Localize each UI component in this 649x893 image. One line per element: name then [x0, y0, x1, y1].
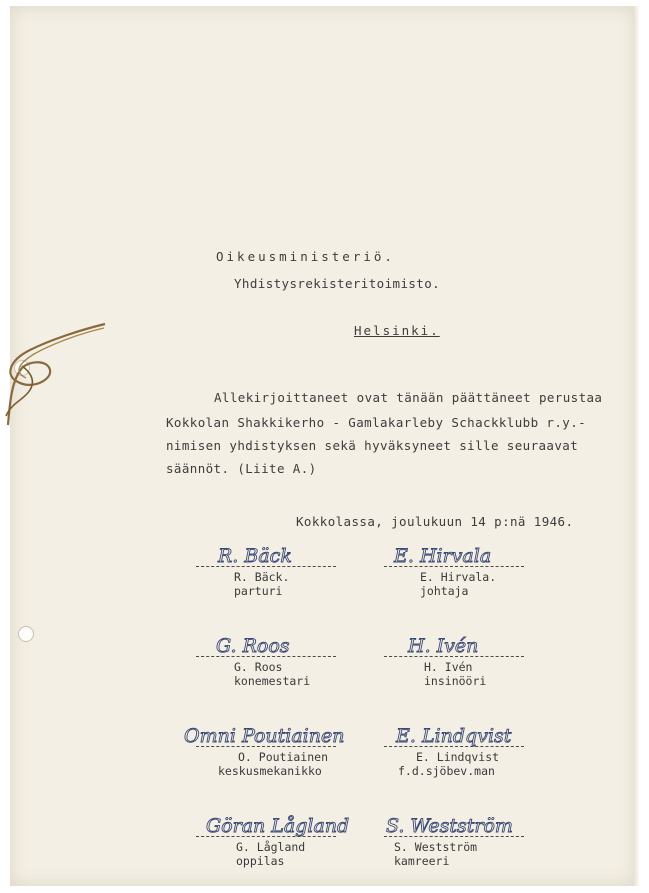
signature-poutiainen [180, 720, 380, 754]
signatory-name: S. Westström [394, 840, 478, 854]
signature-weststrom [384, 810, 584, 844]
signatory-name: G. Lågland [236, 840, 306, 854]
signatory-role: insinööri [424, 674, 487, 688]
signature-iven [384, 630, 584, 664]
body-line-4: säännöt. (Liite A.) [166, 461, 317, 476]
signatory-name: E. Lindqvist [416, 750, 500, 764]
svg-text:S. Westström: S. Westström [386, 815, 513, 837]
signature-hirvala [384, 540, 584, 574]
signatory-name: R. Bäck. [234, 570, 290, 584]
signature-lagland [196, 810, 396, 844]
signatory-role: parturi [234, 584, 283, 598]
svg-text:R. Bäck: R. Bäck [218, 545, 292, 567]
svg-text:G. Roos: G. Roos [216, 635, 290, 657]
svg-text:Omni Poutiainen: Omni Poutiainen [184, 725, 345, 747]
signature-back [196, 540, 396, 574]
body-line-3: nimisen yhdistyksen sekä hyväksyneet sille seuraavat [166, 438, 579, 453]
signatory-role: oppilas [236, 854, 285, 868]
signatory-name: G. Roos [234, 660, 283, 674]
binding-hole-bottom [18, 626, 34, 642]
recipient-ministry: Oikeusministeriö. [216, 249, 395, 264]
svg-text:Göran Lågland: Göran Lågland [206, 815, 350, 837]
svg-text:H. Ivén: H. Ivén [408, 635, 479, 657]
signatory-name: E. Hirvala. [420, 570, 497, 584]
signatory-role: keskusmekanikko [218, 764, 322, 778]
recipient-office: Yhdistysrekisteritoimisto. [234, 276, 441, 291]
body-line-2: Kokkolan Shakkikerho - Gamlakarleby Schackklubb r.y.- [166, 415, 587, 430]
signatory-name: O. Poutiainen [238, 750, 329, 764]
signatory-role: f.d.sjöbev.man [398, 764, 495, 778]
binding-string [0, 320, 120, 430]
signatory-role: johtaja [420, 584, 469, 598]
svg-text:E. Lindqvist: E. Lindqvist [396, 725, 512, 747]
recipient-city: Helsinki. [354, 323, 440, 338]
body-line-1: Allekirjoittaneet ovat tänään päättäneet perustaa [214, 390, 603, 405]
signature-roos [196, 630, 396, 664]
signatory-name: H. Ivén [424, 660, 473, 674]
signatory-role: kamreeri [394, 854, 450, 868]
signatory-role: konemestari [234, 674, 311, 688]
page-edge [633, 6, 639, 886]
signature-lindqvist [384, 720, 584, 754]
svg-text:E. Hirvala: E. Hirvala [394, 545, 492, 567]
date-line: Kokkolassa, joulukuun 14 p:nä 1946. [296, 514, 574, 529]
